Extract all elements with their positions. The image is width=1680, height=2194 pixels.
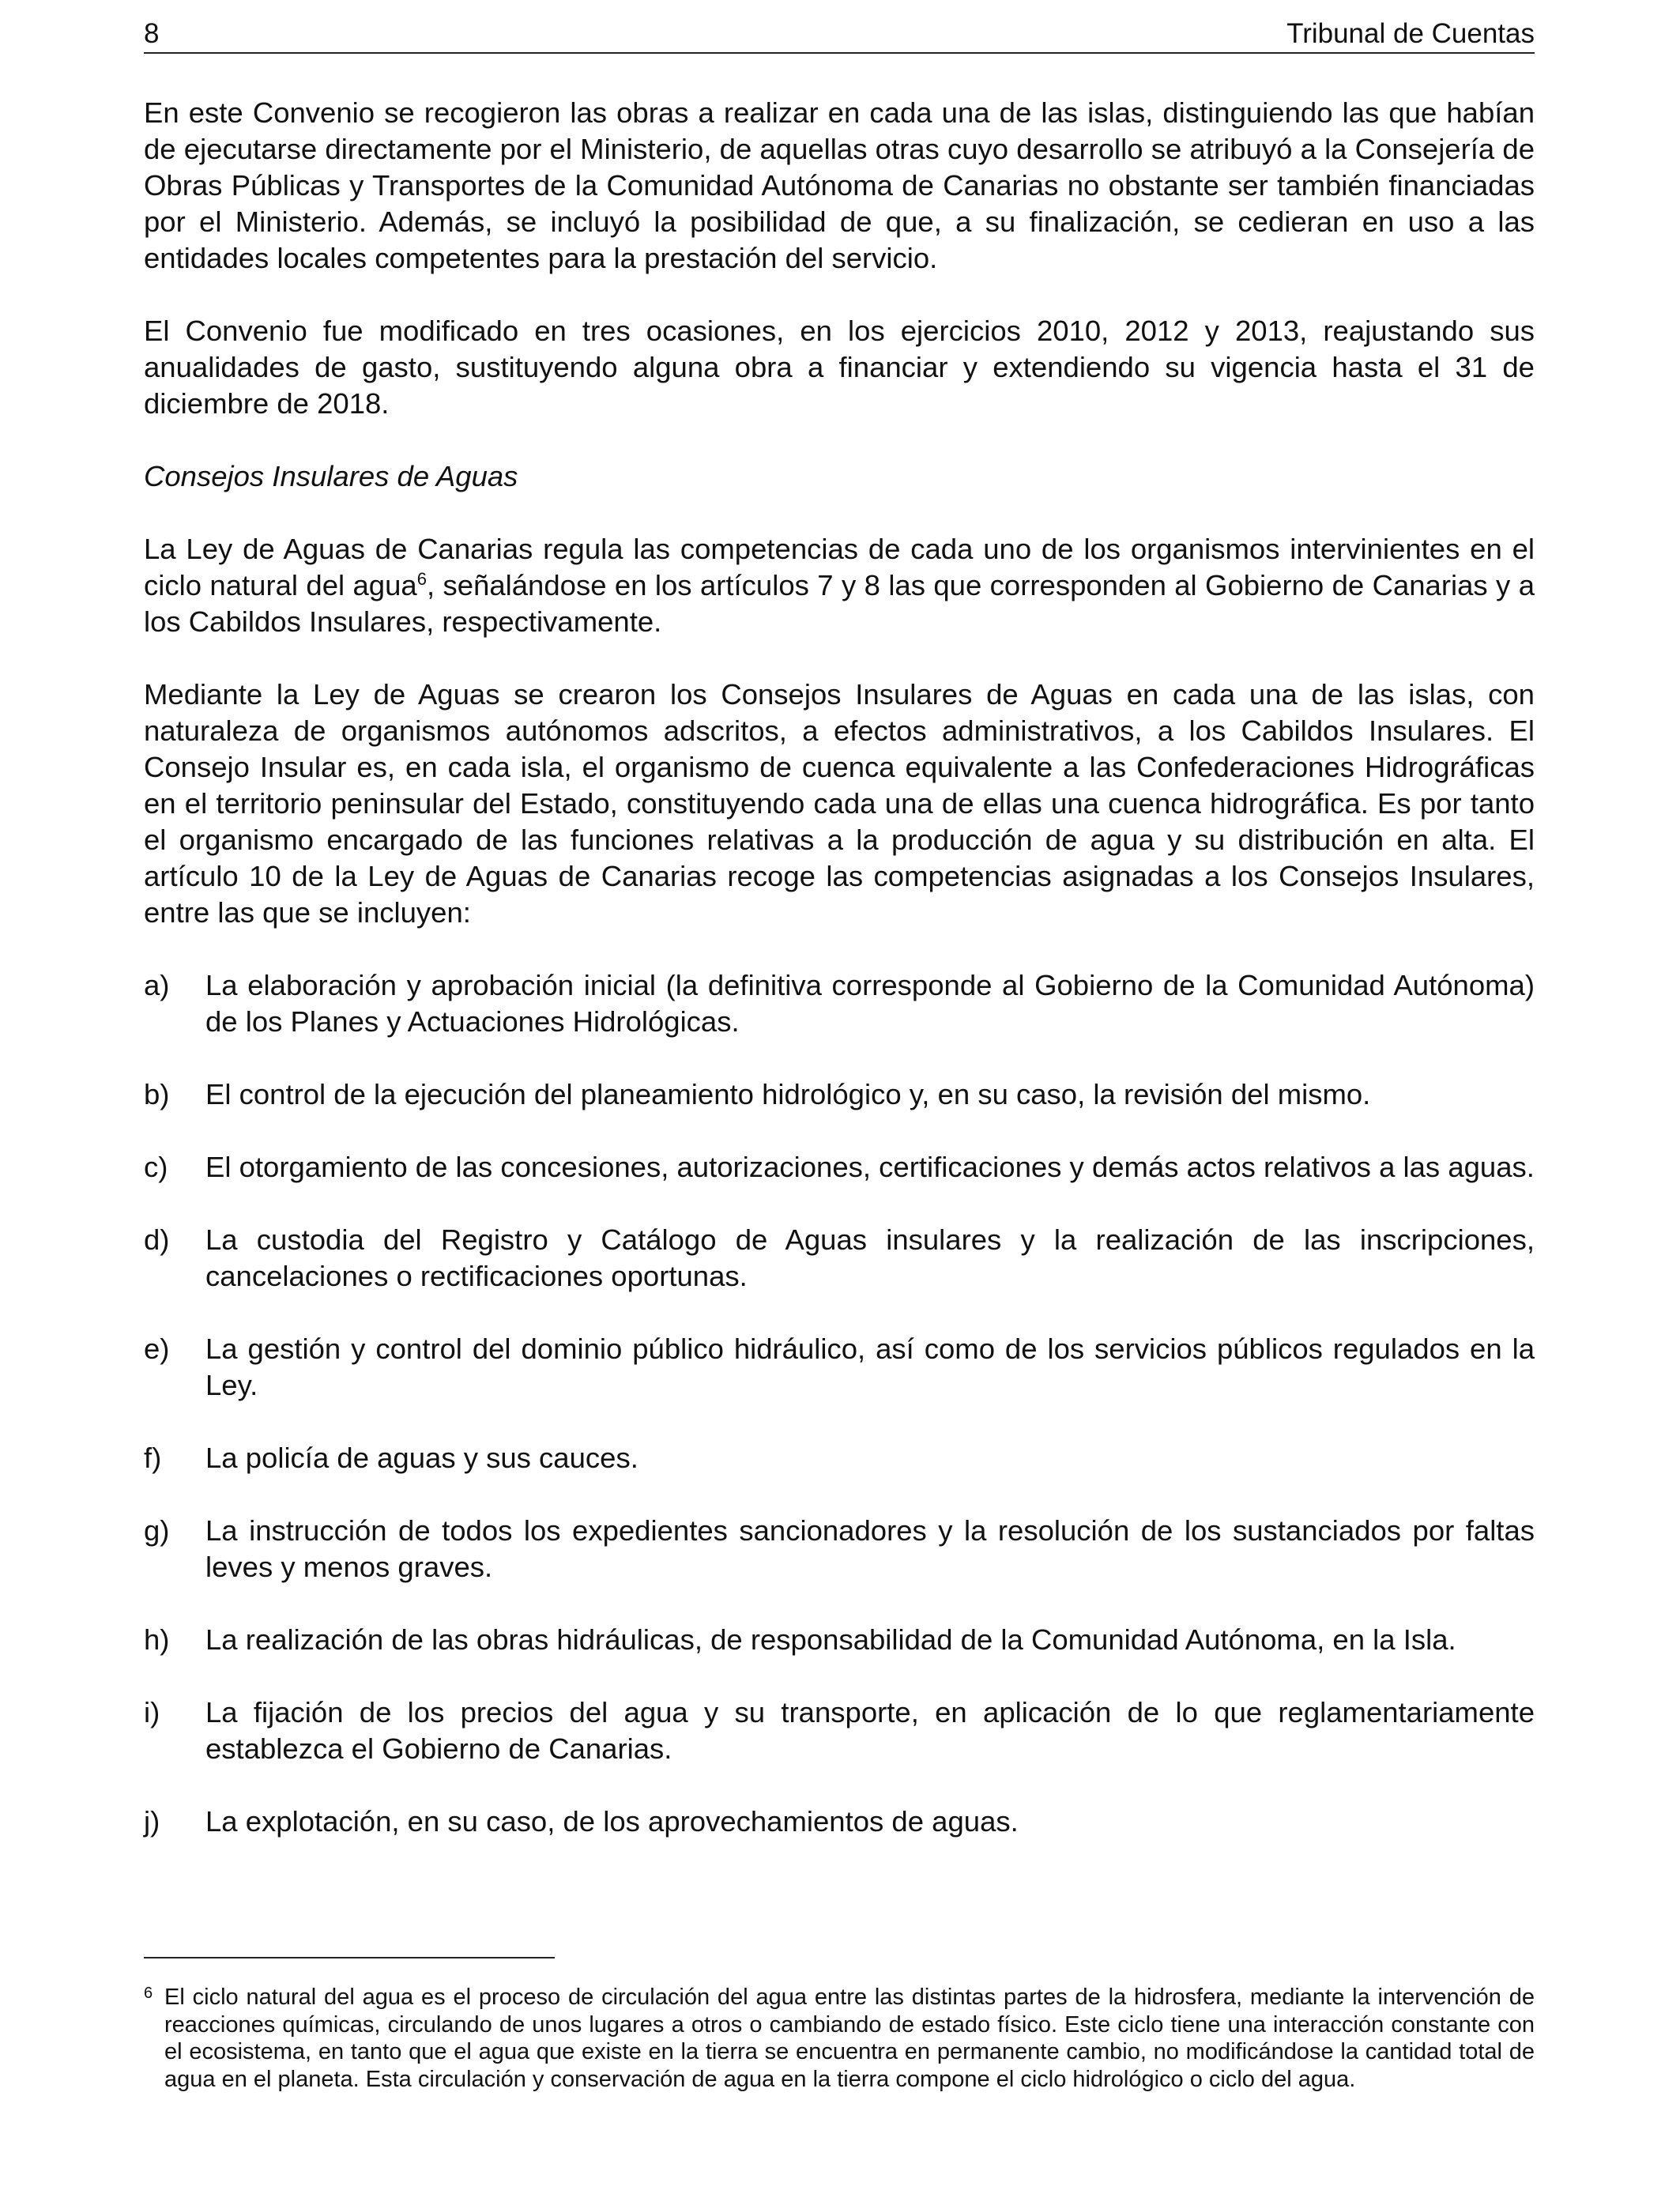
footnote-separator <box>144 1957 555 1958</box>
list-marker: g) <box>144 1514 170 1547</box>
paragraph-consejos-insulares: Mediante la Ley de Aguas se crearon los Consejos Insulares de Aguas en cada una de las islas, con naturaleza de organismos autónomos adscritos, a efectos administrativos, a los Cabildos Insulares. El Consejo Insular es, en cada isla, el organismo de cuenca equivalente a las Confederaciones Hidrográficas en el territorio peninsular del Estado, constituyendo cada una de ellas una cuenca hidrográfica. Es por tanto el organismo encargado de las funciones relativas a la producción de agua y su distribución en alta. El artículo 10 de la Ley de Aguas de Canarias recoge las competencias asignadas a los Consejos Insulares, entre las que se incluyen: <box>144 678 1535 929</box>
footnote-marker: 6 <box>144 1985 153 2002</box>
document-page <box>144 0 1535 2194</box>
body-text <box>144 95 1535 1876</box>
list-item-text: El otorgamiento de las concesiones, autorizaciones, certificaciones y demás actos relativos a las aguas. <box>205 1151 1535 1183</box>
running-title: Tribunal de Cuentas <box>1286 18 1535 49</box>
paragraph-convenio-modificado: El Convenio fue modificado en tres ocasiones, en los ejercicios 2010, 2012 y 2013, reajustando sus anualidades de gasto, sustituyendo alguna obra a financiar y extendiendo su vigencia hasta el 31 de diciembre de 2018. <box>144 315 1535 420</box>
section-heading: Consejos Insulares de Aguas <box>144 460 518 492</box>
page-header <box>144 16 1535 54</box>
competencias-list <box>144 967 1535 1840</box>
list-marker: h) <box>144 1623 170 1656</box>
list-item-text: La custodia del Registro y Catálogo de Aguas insulares y la realización de las inscripciones, cancelaciones o rectificaciones oportunas. <box>205 1223 1535 1292</box>
list-item-text: La realización de las obras hidráulicas, de responsabilidad de la Comunidad Autónoma, en la Isla. <box>205 1623 1456 1656</box>
list-item-c <box>144 1149 1535 1186</box>
footnote <box>144 1984 1535 2093</box>
list-marker: e) <box>144 1333 170 1365</box>
list-item-text: La fijación de los precios del agua y su transporte, en aplicación de lo que reglamentariamente establezca el Gobierno de Canarias. <box>205 1696 1535 1765</box>
list-item-i <box>144 1695 1535 1767</box>
list-item-h <box>144 1622 1535 1658</box>
list-item-text: La elaboración y aprobación inicial (la definitiva corresponde al Gobierno de la Comunidad Autónoma) de los Planes y Actuaciones Hidrológicas. <box>205 969 1535 1038</box>
list-item-text: La gestión y control del dominio público hidráulico, así como de los servicios públicos regulados en la Ley. <box>205 1333 1535 1401</box>
list-marker: i) <box>144 1696 160 1728</box>
list-marker: d) <box>144 1223 170 1256</box>
list-marker: b) <box>144 1078 170 1110</box>
list-item-a <box>144 967 1535 1040</box>
footnote-reference[interactable]: 6 <box>416 568 427 589</box>
list-item-text: La policía de aguas y sus cauces. <box>205 1442 638 1474</box>
list-item-text: La explotación, en su caso, de los aprovechamientos de aguas. <box>205 1805 1019 1838</box>
list-marker: f) <box>144 1442 162 1474</box>
paragraph-ley-aguas-text-end: , señalándose en los artículos 7 y 8 las que corresponden al Gobierno de Canarias y a los Cabildos Insulares, respectivamente. <box>144 569 1535 638</box>
paragraph-convenio-obras: En este Convenio se recogieron las obras a realizar en cada una de las islas, distinguiendo las que habían de ejecutarse directamente por el Ministerio, de aquellas otras cuyo desarrollo se atribuyó a la Consejería de Obras Públicas y Transportes de la Comunidad Autónoma de Canarias no obstante ser también financiadas por el Ministerio. Además, se incluyó la posibilidad de que, a su finalización, se cedieran en uso a las entidades locales competentes para la prestación del servicio. <box>144 96 1535 274</box>
list-item-d <box>144 1222 1535 1295</box>
list-item-text: El control de la ejecución del planeamiento hidrológico y, en su caso, la revisión del mismo. <box>205 1078 1371 1110</box>
page-number: 8 <box>144 18 160 49</box>
list-marker: c) <box>144 1151 168 1183</box>
paragraph-ley-aguas <box>144 531 1535 640</box>
list-marker: a) <box>144 969 170 1001</box>
list-marker: j) <box>144 1805 160 1838</box>
list-item-j <box>144 1804 1535 1840</box>
list-item-g <box>144 1513 1535 1585</box>
list-item-b <box>144 1076 1535 1113</box>
paragraph-ley-aguas-text-start: La Ley de Aguas de Canarias regula las competencias de cada uno de los organismos intervinientes en el ciclo natural del agua <box>144 533 1535 601</box>
footnote-text: El ciclo natural del agua es el proceso de circulación del agua entre las distintas partes de la hidrosfera, mediante la intervención de reacciones químicas, circulando de unos lugares a otros o cambiando de estado físico. Este ciclo tiene una interacción constante con el ecosistema, en tanto que el agua que existe en la tierra se encuentra en permanente cambio, no modificándose la cantidad total de agua en el planeta. Esta circulación y conservación de agua en la tierra compone el ciclo hidrológico o ciclo del agua. <box>164 1985 1535 2092</box>
list-item-text: La instrucción de todos los expedientes sancionadores y la resolución de los sustanciados por faltas leves y menos graves. <box>205 1514 1535 1583</box>
list-item-e <box>144 1331 1535 1404</box>
list-item-f <box>144 1440 1535 1476</box>
